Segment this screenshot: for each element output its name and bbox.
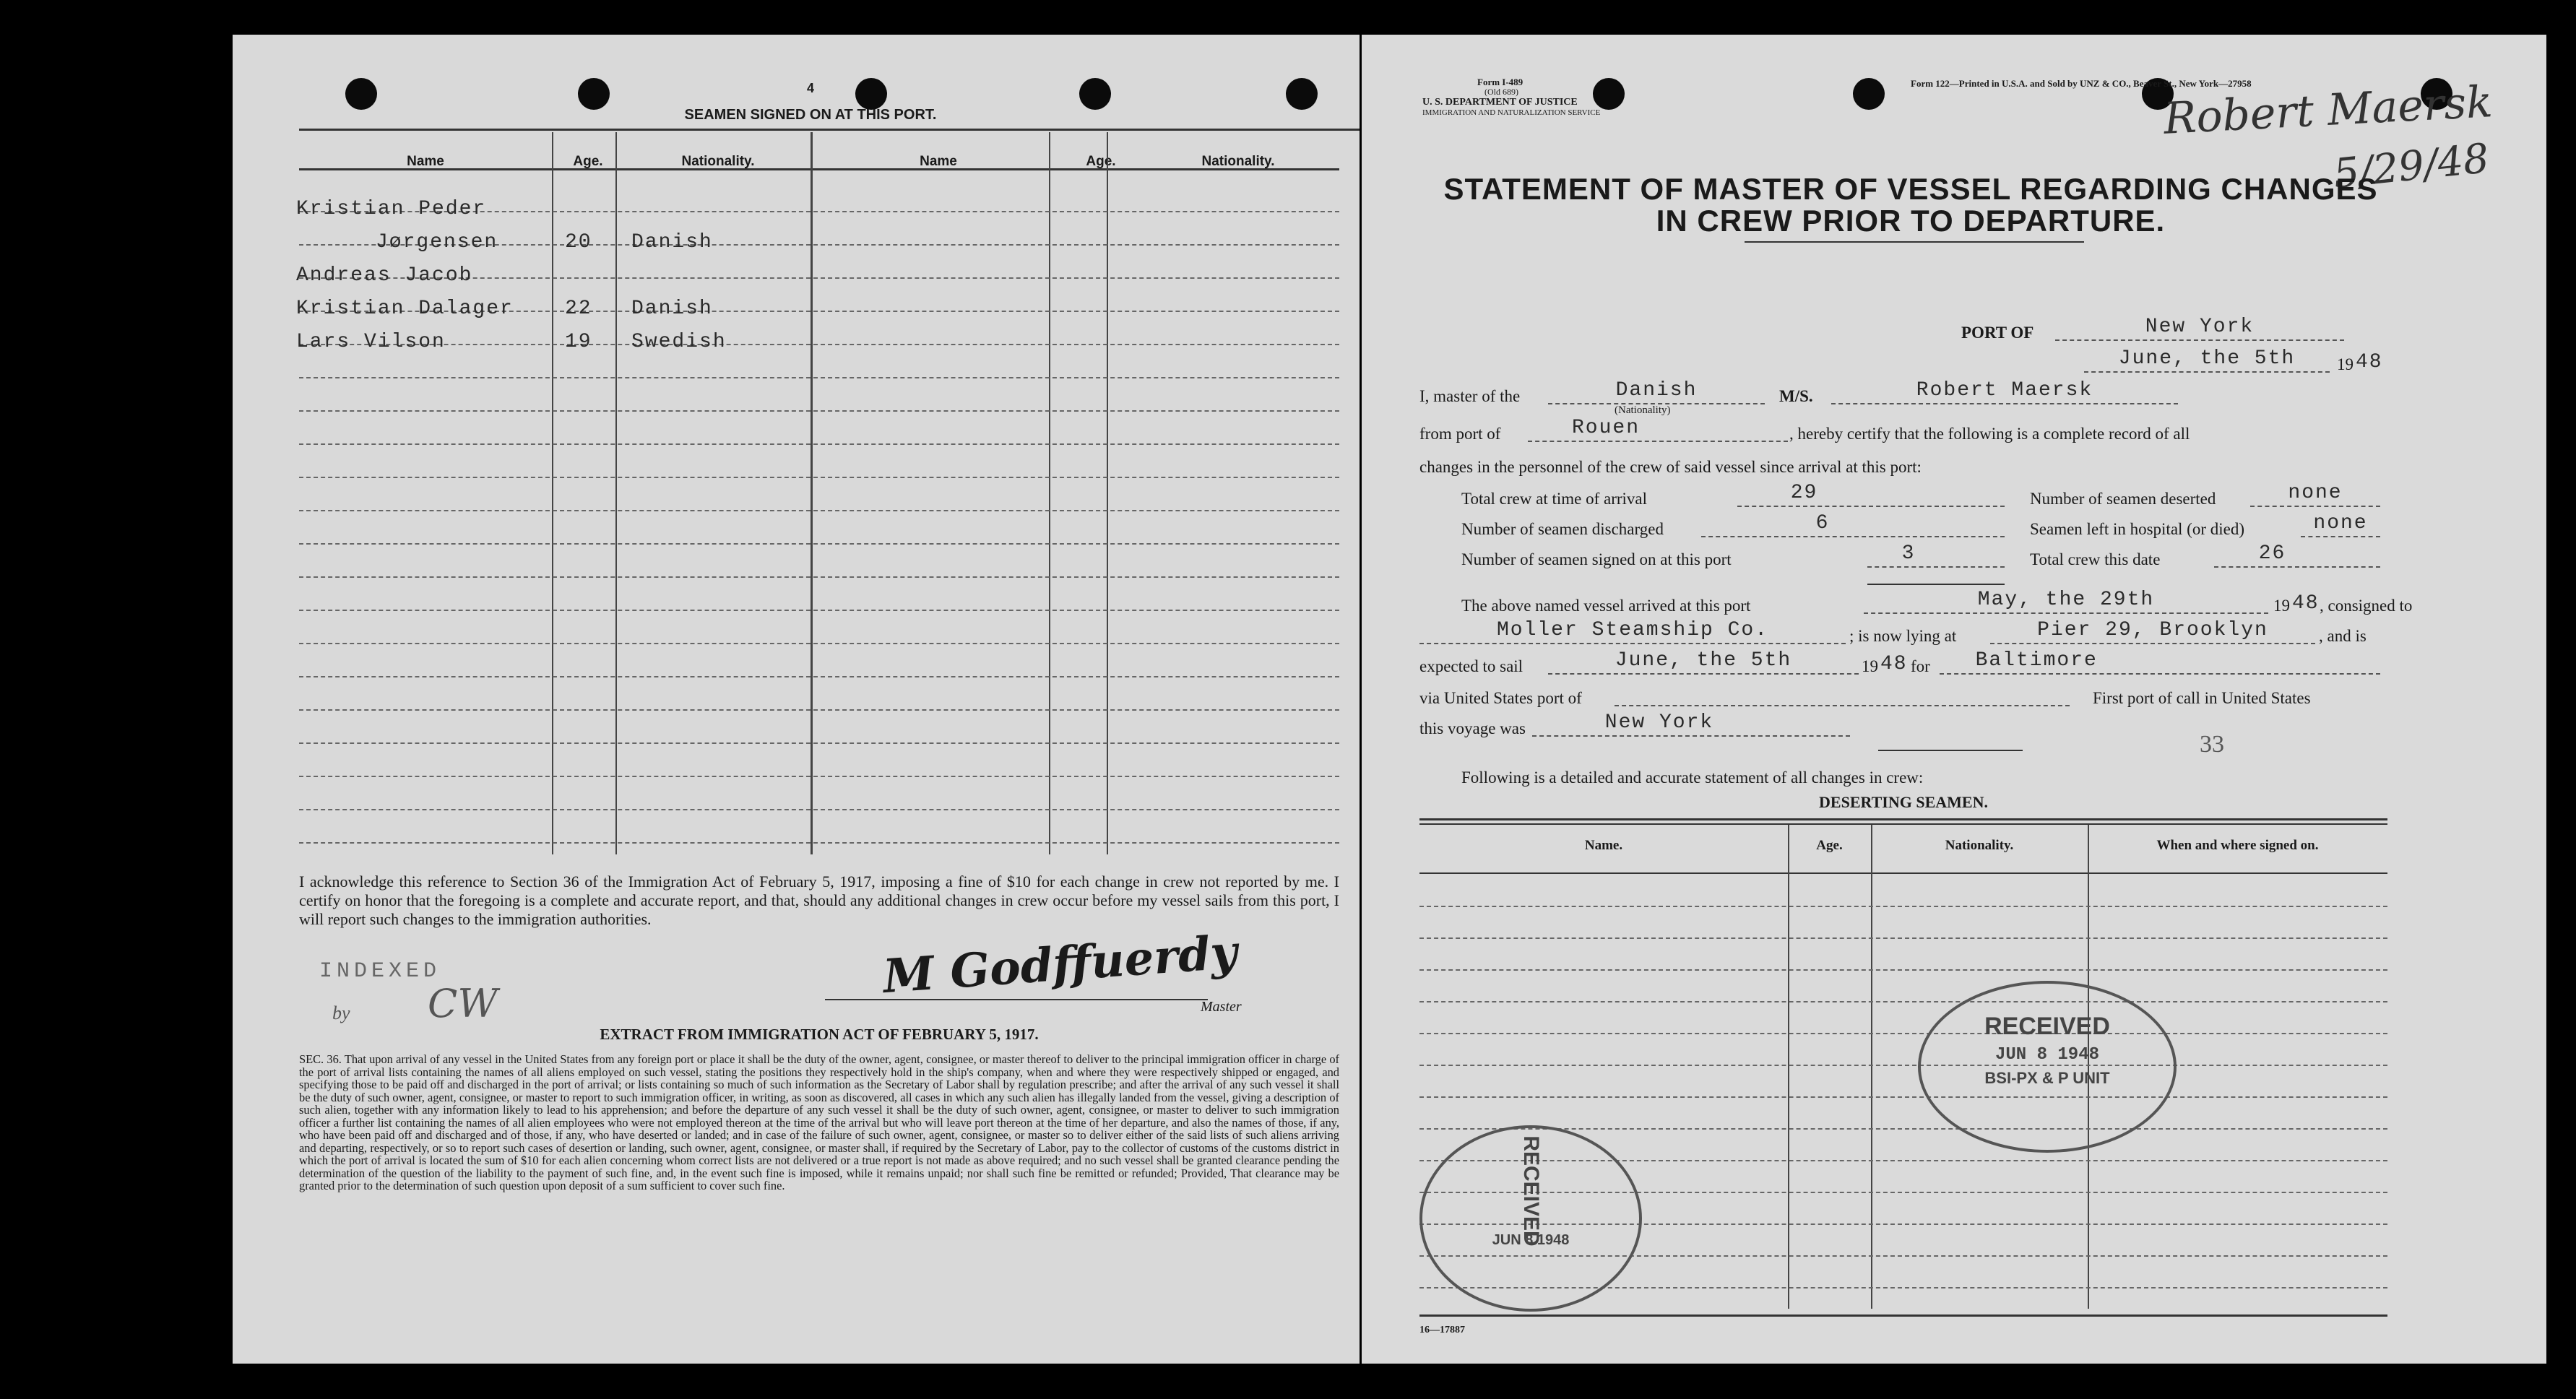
from-port-field [1528,419,1788,442]
expected-label: expected to sail [1419,657,1523,675]
year-value: 48 [2356,351,2383,373]
signed-on-field [1867,542,2005,568]
service-name: IMMIGRATION AND NATURALIZATION SERVICE [1422,108,1601,117]
entry-name: Andreas Jacob [296,264,473,287]
punch-hole [345,78,377,110]
nationality-field [1548,381,1765,404]
table-rule-line [299,742,1339,744]
stamp-unit: BSI-PX & P UNIT [1984,1069,2110,1087]
acknowledgement-text: I acknowledge this reference to Section 36 of the Immigration Act of February 5, 1917, imposing a fine of $10 for each change in crew not reported by me. I certify on honor that the foregoing is a complete and accurate report, and that, should any additional changes in crew occur before my vessel sails from this port, I will report such changes to the immigration authorities. [299,872,1339,928]
column-divider [1107,132,1108,854]
footer-code: 16—17887 [1419,1325,1465,1335]
count-total-rule [1867,584,2005,585]
table-bottom-rule [1419,1314,2387,1317]
table-rule-line [1419,1033,2387,1034]
stamp-date: JUN 8 1948 [1492,1232,1570,1248]
column-divider [552,132,553,854]
consignee-value: Moller Steamship Co. [1496,619,1769,641]
master-signature: M Godffuerdy [881,924,1240,1005]
col-nationality-header: Nationality. [1945,838,2014,853]
date-value: June, the 5th [2118,347,2296,370]
table-rule-line [299,443,1339,445]
column-divider [1049,132,1050,854]
table-top-rule [1419,818,2387,820]
signature-line [825,999,1208,1000]
entry-age: 22 [565,298,592,320]
total-crew-arrival-value: 29 [1790,482,1818,504]
master-of-label: I, master of the [1419,387,1521,405]
hospital-field [2301,514,2380,537]
nationality-caption: (Nationality) [1615,404,1671,416]
via-label: via United States port of [1419,689,1582,707]
lying-value: Pier 29, Brooklyn [2037,619,2268,641]
for-value: Baltimore [1975,649,2098,672]
voyage-field [1532,711,1850,737]
entry-age: 19 [565,331,592,353]
margin-number: 33 [2200,731,2224,758]
form-title-line2: IN CREW PRIOR TO DEPARTURE. [1656,204,2166,238]
table-rule-line [299,410,1339,412]
entry-age: 20 [565,231,592,254]
voyage-value: New York [1604,711,1714,734]
total-crew-date-field [2214,542,2380,568]
handwritten-date: 5/29/48 [2331,134,2491,199]
form-title-line1: STATEMENT OF MASTER OF VESSEL REGARDING CHANGES [1443,172,2378,206]
arrived-year: 48 [2292,592,2320,615]
indexed-stamp: INDEXED [319,959,441,984]
arrived-field [1864,591,2268,614]
voyage-label: this voyage was [1419,719,1526,737]
total-crew-date-label: Total crew this date [2030,550,2161,568]
arrived-label: The above named vessel arrived at this port [1461,597,1751,615]
for-field [1940,651,2380,675]
punch-hole [855,78,887,110]
port-of-value: New York [2145,316,2255,338]
entry-name: Kristian Peder [296,198,487,220]
total-crew-arrival-field [1737,484,2005,507]
header-rule [299,129,1339,131]
voyage-rule [1878,750,2023,751]
section-heading: SEAMEN SIGNED ON AT THIS PORT. [684,107,937,123]
table-rule-line [1419,969,2387,971]
table-top-rule-2 [1419,823,2387,825]
entry-nationality: Swedish [631,331,727,353]
handwritten-ship-name: Robert Maersk [2162,77,2494,144]
arrived-value: May, the 29th [1977,589,2155,611]
col-name-header: Name [407,154,444,169]
left-page [233,35,1360,1364]
table-rule-line [299,543,1339,545]
entry-name: Jørgensen [376,231,498,254]
discharged-value: 6 [1815,512,1830,534]
col-age-header: Age. [1816,838,1843,853]
for-label: for [1911,657,1930,675]
lying-label: ; is now lying at [1849,627,1957,645]
table-rule-line [299,510,1339,511]
col-name-header: Name. [1584,838,1623,853]
received-stamp [1918,981,2177,1153]
hospital-value: none [2313,512,2368,534]
table-rule-line [299,842,1339,844]
expected-value: June, the 5th [1615,649,1792,672]
table-rule-line [1419,1001,2387,1002]
right-page [1362,35,2546,1364]
expected-year: 48 [1880,653,1908,675]
changes-text: changes in the personnel of the crew of said vessel since arrival at this port: [1419,458,1922,476]
table-rule-line [299,776,1339,777]
table-rule-line [1419,1065,2387,1066]
table-rule-line [299,477,1339,478]
table-rule-line [299,576,1339,578]
certify-text: , hereby certify that the following is a complete record of all [1789,425,2190,443]
discharged-field [1701,514,2005,537]
title-underline [1745,241,2084,243]
table-rule-line [1419,906,2387,907]
table-rule-line [299,676,1339,677]
entry-name: Kristian Dalager [296,298,514,320]
deserted-value: none [2288,482,2343,504]
deserted-field [2250,484,2380,507]
column-divider [615,132,617,854]
entry-name: Lars Vilson [296,331,446,353]
punch-hole [578,78,610,110]
and-is-label: , and is [2319,627,2367,645]
following-label: Following is a detailed and accurate statement of all changes in crew: [1461,768,1924,787]
arrived-year-prefix: 19 [2273,597,2290,615]
from-port-label: from port of [1419,425,1501,443]
from-port-value: Rouen [1571,417,1641,439]
table-header-rule [1419,872,2387,874]
signed-on-label: Number of seamen signed on at this port [1461,550,1732,568]
expected-year-prefix: 19 [1862,657,1878,675]
port-of-field [2055,318,2344,341]
ship-name-value: Robert Maersk [1916,379,2093,402]
ship-name-field [1831,381,2178,404]
by-label: by [332,1002,350,1023]
col-nationality-header-2: Nationality. [1201,154,1275,169]
entry-nationality: Danish [631,231,713,254]
lying-field [1990,621,2315,644]
consigned-label: , consigned to [2320,597,2413,615]
discharged-label: Number of seamen discharged [1461,520,1664,538]
first-port-label: First port of call in United States [2093,689,2311,707]
stamp-received-text: RECEIVED [1984,1013,2110,1040]
col-name-header-2: Name [920,154,957,169]
year-prefix: 19 [2337,355,2354,373]
printer-line: Form 122—Printed in U.S.A. and Sold by UNZ & CO., Beaver St., New York—27958 [1911,78,2252,89]
expected-field [1548,651,1859,675]
column-divider [1788,825,1789,1309]
table-rule-line [299,709,1339,711]
ship-prefix: M/S. [1779,387,1813,405]
department-name: U. S. DEPARTMENT OF JUSTICE [1422,97,1578,108]
col-age-header-2: Age. [1086,154,1116,169]
table-rule-line [1419,937,2387,939]
extract-heading: EXTRACT FROM IMMIGRATION ACT OF FEBRUARY 5, 1917. [600,1026,1039,1043]
signed-on-value: 3 [1901,542,1916,565]
column-divider [811,132,813,854]
port-of-label: PORT OF [1961,324,2034,342]
date-field [2084,347,2330,373]
hospital-label: Seamen left in hospital (or died) [2030,520,2245,538]
nationality-value: Danish [1615,379,1698,402]
table-rule-line [299,610,1339,611]
deserting-heading: DESERTING SEAMEN. [1819,793,1988,811]
consignee-field [1419,621,1846,644]
table-rule-line [299,344,1339,345]
master-label: Master [1201,999,1242,1015]
stamp-date: JUN 8 1948 [1994,1045,2100,1065]
via-field [1615,683,2070,706]
col-nationality-header: Nationality. [681,154,755,169]
form-old-number: (Old 689) [1484,87,1518,97]
stamp-received-text: RECEIVED [1519,1135,1543,1247]
table-rule-line [299,809,1339,810]
form-number: Form I-489 [1477,77,1523,87]
received-stamp-faint [1419,1125,1642,1312]
col-when-where-header: When and where signed on. [2156,838,2319,853]
table-rule-line [299,377,1339,378]
table-rule-line [299,643,1339,644]
table-rule-line [1419,1096,2387,1098]
column-divider [1871,825,1872,1309]
punch-hole [1853,78,1885,110]
extract-text: SEC. 36. That upon arrival of any vessel in the United States from any foreign port or place it shall be the duty of the owner, agent, consignee, or master thereof to deliver to the principal immigration officer in charge of the port of arrival lists containing the names of all aliens employed on such vessel, stating the positions they respectively hold in the ship's company, when and where they were respectively shipped or engaged, and specifying those to be paid off and discharged in the port of arrival; or lists containing so much of such information as the Secretary of Labor shall by regulation prescribe; and after the arrival of any such vessel it shall be the duty of such owner, agent, consignee, or master to report to such immigration officer, in writing, as soon as discovered, all cases in which any such alien has illegally landed from the vessel, giving a description of such alien, together with any information likely to lead to his apprehension; and before the departure of any such vessel it shall be the duty of such owner, agent, consignee, or master to deliver to such immigration officer a further list containing the names of all alien employees who were not employed thereon at the time of the arrival but who will leave port thereon at the time of her departure, and also the names of those, if any, who have been paid off and discharged and of those, if any, who have deserted or landed; and in case of the failure of such owner, agent, consignee, or master so to deliver either of the said lists of such aliens arriving and departing, respectively, or so to report such cases of desertion or landing, such owner, agent, consignee, or master shall, if required by the Secretary of Labor, pay to the collector of customs of the customs district in which the port of arrival is located the sum of $10 for each alien concerning whom correct lists are not delivered or a true report is not made as above required; and no such vessel shall be granted clearance pending the determination of the question of the liability to the payment of such fine, and, in the event such fine is imposed, while it remains unpaid; nor shall such fine be remitted or refunded; Provided, That clearance may be granted prior to the determination of such question upon deposit of a sum sufficient to cover such fine. [299,1052,1339,1192]
indexer-initials: CW [428,981,498,1026]
page-number: 4 [806,81,814,95]
punch-hole [1079,78,1111,110]
deserted-label: Number of seamen deserted [2030,490,2216,508]
total-crew-arrival-label: Total crew at time of arrival [1461,490,1648,508]
punch-hole [1286,78,1318,110]
punch-hole [1593,78,1625,110]
col-age-header: Age. [573,154,603,169]
total-crew-date-value: 26 [2258,542,2286,565]
entry-nationality: Danish [631,298,713,320]
